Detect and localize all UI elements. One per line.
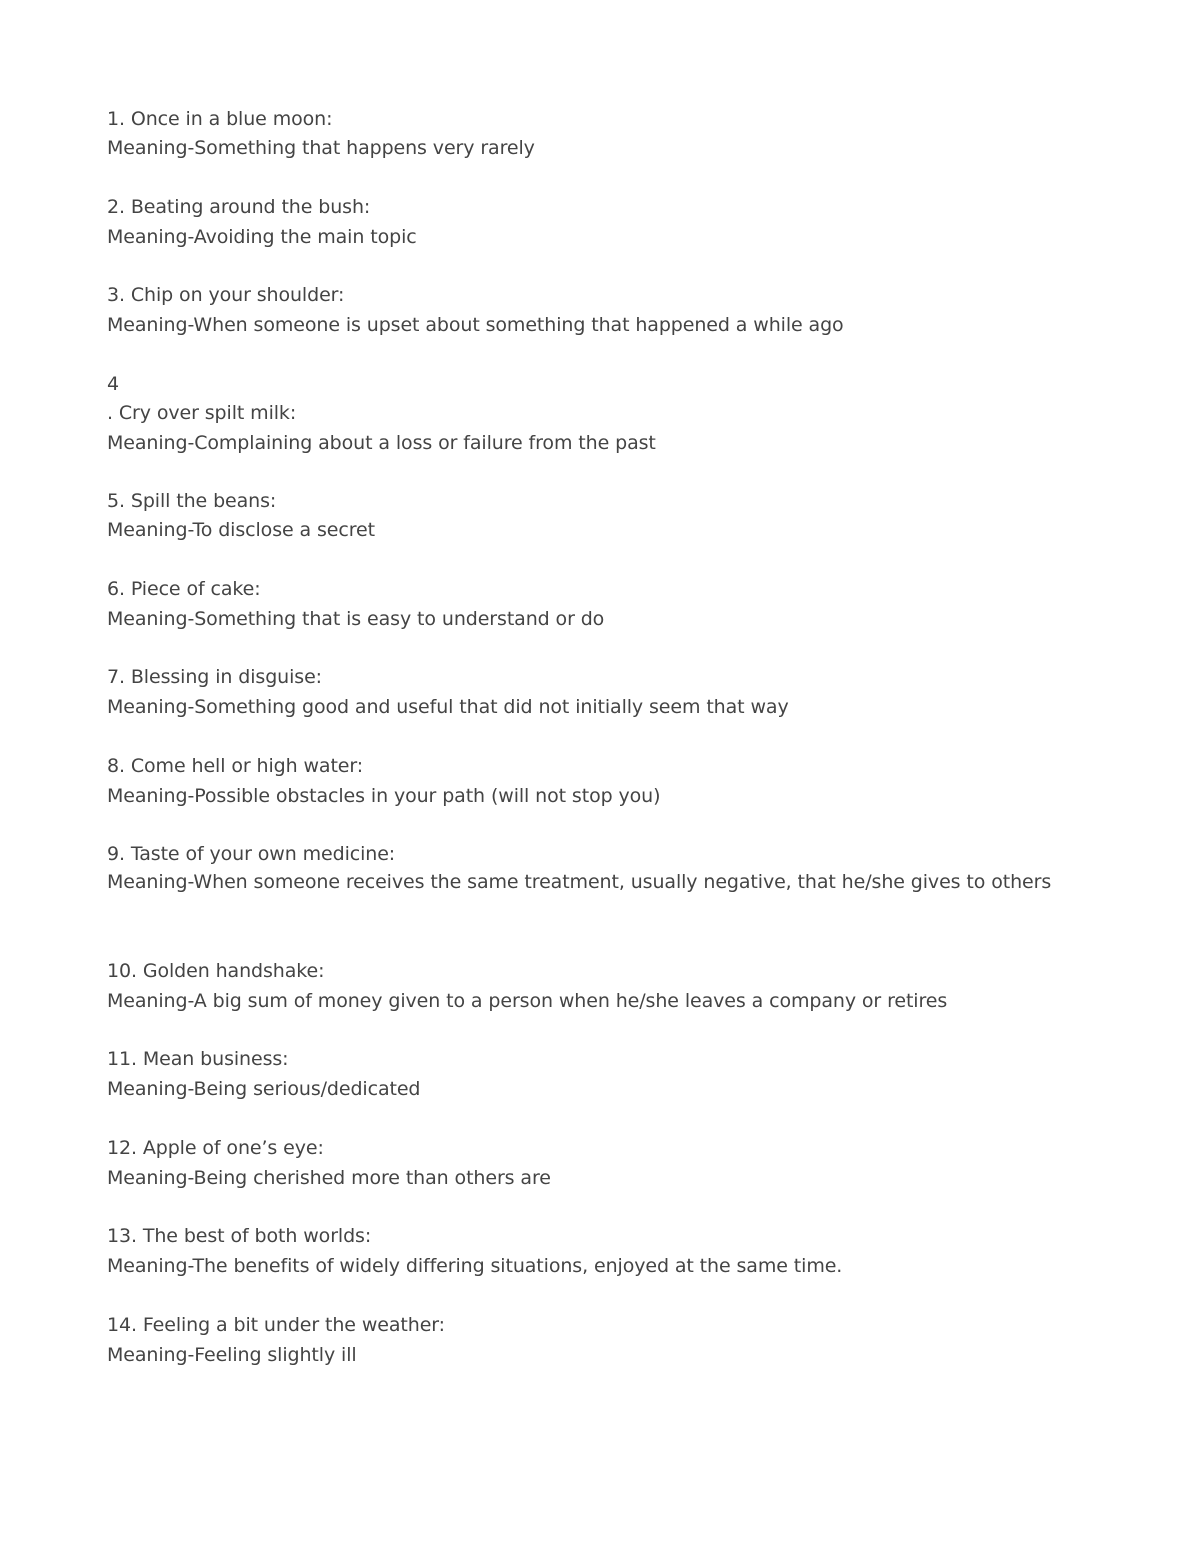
- idiom-term: 14. Feeling a bit under the weather:: [107, 1314, 445, 1336]
- idiom-term: 12. Apple of one’s eye:: [107, 1137, 324, 1159]
- idiom-meaning: Meaning-Possible obstacles in your path (will not stop you): [107, 785, 661, 807]
- idiom-term: . Cry over spilt milk:: [107, 402, 297, 424]
- idiom-meaning: Meaning-When someone is upset about something that happened a while ago: [107, 314, 844, 336]
- idiom-meaning: Meaning-The benefits of widely differing situations, enjoyed at the same time.: [107, 1255, 843, 1277]
- idiom-meaning: Meaning-Feeling slightly ill: [107, 1344, 357, 1366]
- idiom-term: 9. Taste of your own medicine:: [107, 843, 396, 865]
- idiom-meaning: Meaning-When someone receives the same treatment, usually negative, that he/she gives to others: [107, 871, 1052, 893]
- idiom-meaning: Meaning-Being serious/dedicated: [107, 1078, 421, 1100]
- idiom-term: 10. Golden handshake:: [107, 960, 325, 982]
- idiom-term: 5. Spill the beans:: [107, 490, 277, 512]
- idiom-term: 6. Piece of cake:: [107, 578, 261, 600]
- idiom-term: 8. Come hell or high water:: [107, 755, 364, 777]
- idiom-term: 3. Chip on your shoulder:: [107, 284, 345, 306]
- idiom-meaning: Meaning-Something good and useful that did not initially seem that way: [107, 696, 789, 718]
- idiom-term: 7. Blessing in disguise:: [107, 666, 322, 688]
- idiom-meaning: Meaning-Something that is easy to understand or do: [107, 608, 605, 630]
- idiom-meaning: Meaning-Being cherished more than others are: [107, 1167, 551, 1189]
- idiom-meaning: Meaning-Something that happens very rarely: [107, 137, 535, 159]
- idiom-number: 4: [107, 373, 119, 395]
- idiom-term: 1. Once in a blue moon:: [107, 108, 333, 130]
- idiom-meaning: Meaning-To disclose a secret: [107, 519, 375, 541]
- idiom-term: 2. Beating around the bush:: [107, 196, 371, 218]
- idiom-meaning: Meaning-Avoiding the main topic: [107, 226, 417, 248]
- idiom-meaning: Meaning-Complaining about a loss or failure from the past: [107, 432, 656, 454]
- idiom-term: 13. The best of both worlds:: [107, 1225, 372, 1247]
- idiom-meaning: Meaning-A big sum of money given to a person when he/she leaves a company or retires: [107, 990, 948, 1012]
- idiom-term: 11. Mean business:: [107, 1048, 289, 1070]
